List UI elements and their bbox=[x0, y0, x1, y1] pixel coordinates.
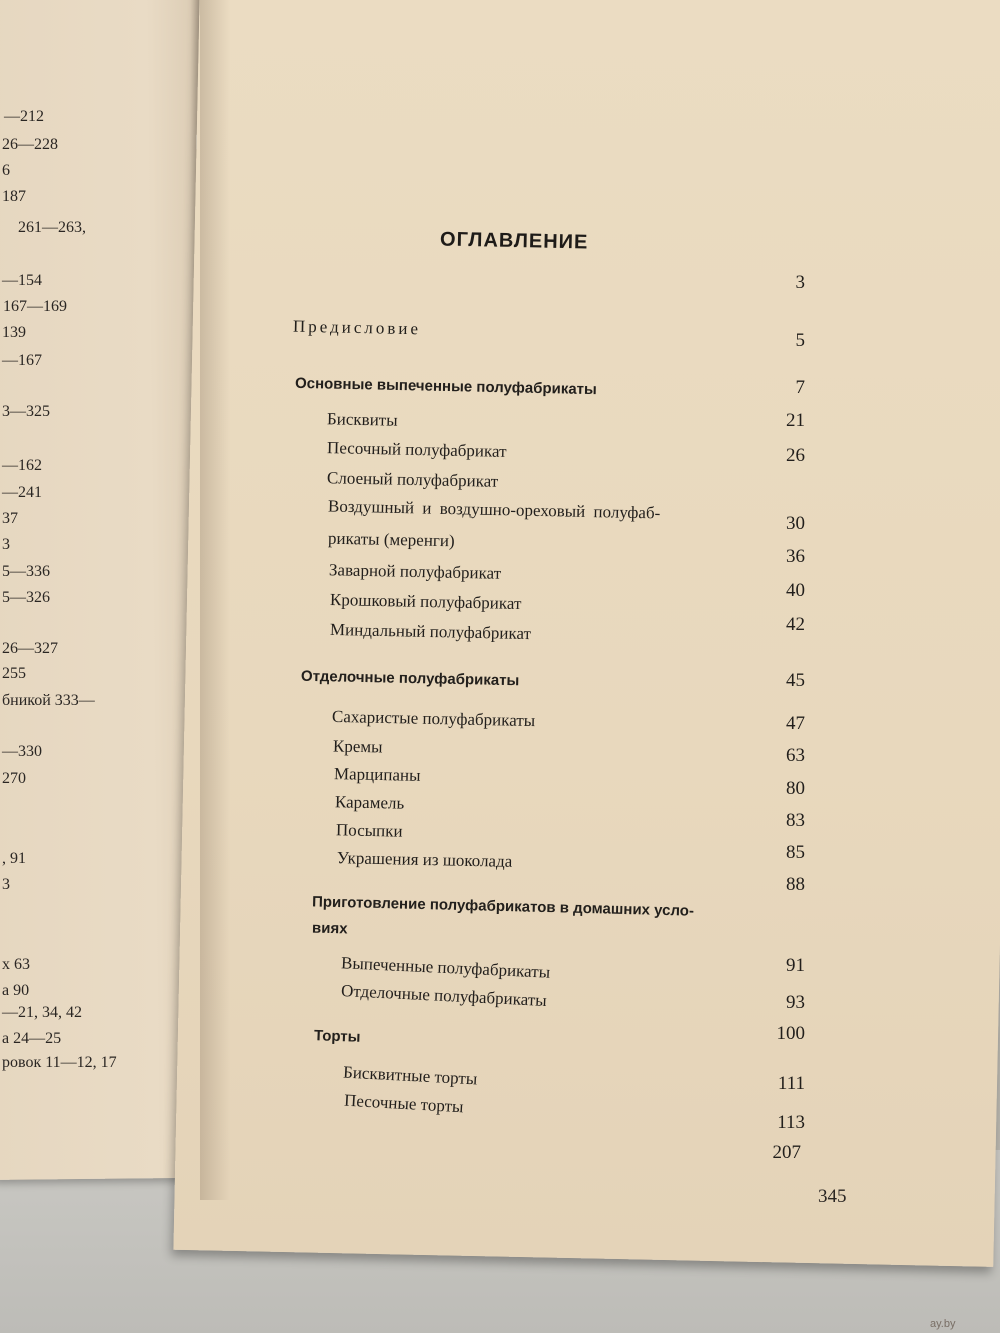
index-fragment: , 91 bbox=[2, 850, 26, 867]
toc-entry: Посыпки bbox=[335, 820, 403, 841]
index-fragment: 5—326 bbox=[2, 589, 50, 606]
index-fragment: ровок 11—12, 17 bbox=[2, 1054, 117, 1071]
toc-page-number: 83 bbox=[786, 810, 805, 831]
toc-page-number: 47 bbox=[786, 713, 805, 734]
page-title: ОГЛАВЛЕНИЕ bbox=[439, 228, 589, 254]
toc-entry: Песочные торты bbox=[343, 1090, 465, 1117]
index-fragment: 5—336 bbox=[2, 563, 50, 580]
page-number: 345 bbox=[818, 1186, 847, 1207]
toc-section: виях bbox=[311, 919, 348, 938]
toc-entry: Песочный полуфабрикат bbox=[326, 438, 507, 461]
toc-page-number: 80 bbox=[786, 778, 805, 799]
index-fragment: 26—228 bbox=[2, 136, 58, 153]
toc-page-number: 7 bbox=[795, 377, 805, 398]
toc-page-number: 36 bbox=[786, 546, 805, 567]
toc-page-number: 45 bbox=[786, 670, 805, 691]
toc-section: Торты bbox=[313, 1027, 361, 1046]
toc-page-number: 40 bbox=[786, 580, 805, 601]
toc-page-number: 100 bbox=[776, 1023, 805, 1044]
right-page-shadow bbox=[200, 0, 230, 1200]
index-fragment: 37 bbox=[2, 510, 18, 527]
index-fragment: 3 bbox=[2, 876, 10, 893]
toc-page-number: 63 bbox=[786, 745, 805, 766]
toc-section: Приготовление полуфабрикатов в домашних усло- bbox=[311, 893, 695, 920]
toc-page-number: 26 bbox=[786, 445, 805, 466]
index-fragment: —241 bbox=[2, 484, 42, 501]
toc-page-number: 3 bbox=[795, 272, 805, 293]
toc-entry: Марципаны bbox=[333, 764, 421, 785]
watermark: ay.by bbox=[930, 1318, 956, 1330]
index-fragment: бникой 333— bbox=[2, 692, 95, 709]
toc-entry: Предисловие bbox=[292, 316, 422, 339]
toc-section: Отделочные полуфабрикаты bbox=[300, 667, 520, 690]
index-fragment: 255 bbox=[2, 665, 26, 682]
toc-entry: Отделочные полуфабрикаты bbox=[340, 980, 548, 1011]
toc-page-number: 30 bbox=[786, 513, 805, 534]
index-fragment: 3 bbox=[2, 536, 10, 553]
toc-section: Основные выпеченные полуфабрикаты bbox=[294, 374, 597, 399]
toc-page-number: 207 bbox=[772, 1142, 801, 1163]
index-fragment: 270 bbox=[2, 770, 26, 787]
index-fragment: а 90 bbox=[2, 982, 30, 999]
toc-page-number: 5 bbox=[795, 330, 805, 351]
toc-page-number: 91 bbox=[786, 955, 805, 976]
toc-page-number: 93 bbox=[786, 992, 805, 1013]
toc-entry: Карамель bbox=[334, 792, 405, 813]
toc-entry: Воздушный и воздушно-ореховый полуфаб- bbox=[327, 496, 661, 523]
toc-page-number: 42 bbox=[786, 614, 805, 635]
index-fragment: 26—327 bbox=[2, 640, 58, 657]
toc-entry: Бисквитные торты bbox=[342, 1062, 478, 1089]
toc-page-number: 111 bbox=[777, 1073, 805, 1094]
index-fragment: х 63 bbox=[2, 956, 30, 973]
index-fragment: —330 bbox=[2, 743, 42, 760]
toc-entry: Миндальный полуфабрикат bbox=[329, 619, 532, 644]
index-fragment: —21, 34, 42 bbox=[2, 1004, 82, 1021]
index-fragment: 6 bbox=[2, 162, 10, 179]
index-fragment: —212 bbox=[4, 108, 44, 125]
right-page bbox=[173, 0, 1000, 1267]
index-fragment: —154 bbox=[2, 272, 42, 289]
toc-entry: Бисквиты bbox=[326, 409, 398, 430]
toc-entry: Слоеный полуфабрикат bbox=[326, 468, 499, 491]
index-fragment: 167—169 bbox=[3, 298, 67, 315]
index-fragment: 261—263, bbox=[18, 219, 86, 236]
toc-entry: Заварной полуфабрикат bbox=[328, 560, 502, 583]
toc-entry: Сахаристые полуфабрикаты bbox=[331, 706, 536, 731]
index-fragment: —167 bbox=[2, 352, 42, 369]
toc-entry: Украшения из шоколада bbox=[336, 848, 513, 871]
toc-entry: рикаты (меренги) bbox=[327, 528, 455, 551]
toc-page-number: 21 bbox=[786, 410, 805, 431]
index-fragment: а 24—25 bbox=[2, 1030, 62, 1047]
index-fragment: 187 bbox=[2, 188, 26, 205]
toc-page-number: 88 bbox=[786, 874, 805, 895]
toc-entry: Кремы bbox=[332, 736, 383, 757]
toc-page-number: 85 bbox=[786, 842, 805, 863]
toc-entry: Крошковый полуфабрикат bbox=[329, 589, 522, 614]
index-fragment: 3—325 bbox=[2, 403, 50, 420]
toc-entry: Выпеченные полуфабрикаты bbox=[340, 953, 551, 982]
index-fragment: —162 bbox=[2, 457, 42, 474]
toc-page-number: 113 bbox=[777, 1112, 805, 1133]
index-fragment: 139 bbox=[2, 324, 26, 341]
